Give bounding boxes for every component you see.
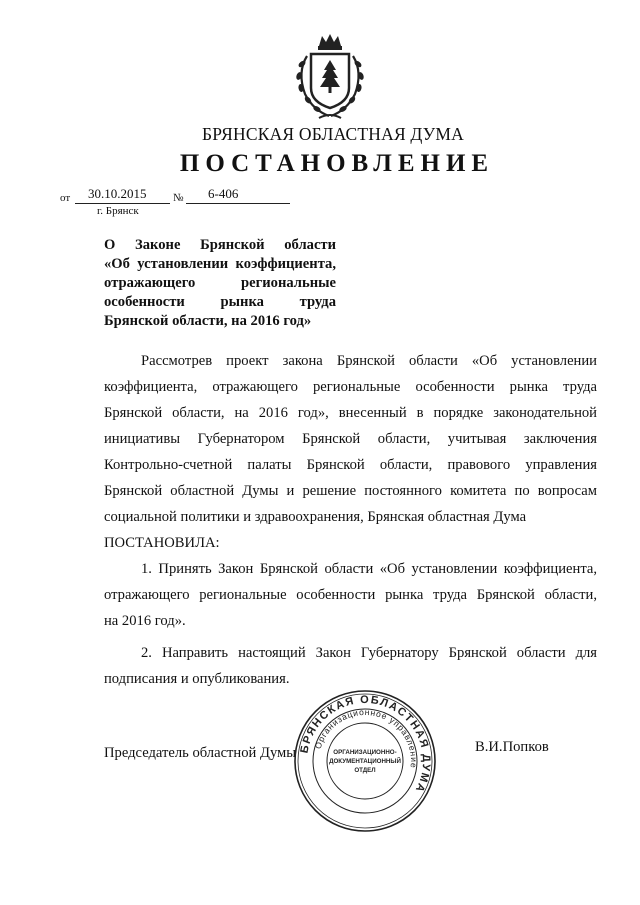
preamble-line: инициативы Губернатором Брянской области, учитывая заключения [104, 431, 597, 447]
item1-line: отражающего региональные особенности рынка труда Брянской области, [104, 587, 597, 603]
number-underline [186, 203, 290, 204]
signatory-name: В.И.Попков [475, 739, 549, 755]
preamble-line: Контрольно-счетной палаты Брянской области, правового управления [104, 457, 597, 473]
law-title-line: отражающего региональные [104, 275, 336, 291]
seal-center-line: ОТДЕЛ [354, 767, 376, 774]
preamble-line: Брянской области, на 2016 год», внесенный в порядке законодательной [104, 405, 597, 421]
city-label: г. Брянск [97, 205, 139, 217]
preamble-line: социальной политики и здравоохранения, Брянская областная Дума [104, 509, 527, 525]
resolution-body [104, 348, 597, 692]
document-type-title: ПОСТАНОВЛЕНИЕ [179, 150, 495, 177]
seal-outer-text: БРЯНСКАЯ ОБЛАСТНАЯ ДУМА [298, 693, 433, 795]
item2-line: 2. Направить настоящий Закон Губернатору Брянской области для [141, 645, 597, 661]
item1-line: на 2016 год». [104, 613, 186, 629]
organization-name: БРЯНСКАЯ ОБЛАСТНАЯ ДУМА [202, 124, 464, 144]
preamble-line: Брянской областной Думы и решение постоянного комитета по вопросам [104, 483, 597, 499]
number-prefix: № [173, 192, 184, 204]
item1-line: 1. Принять Закон Брянской области «Об установлении коэффициента, [141, 561, 597, 577]
law-title-line: «Об установлении коэффициента, [104, 256, 336, 272]
law-title-line: О Законе Брянской области [104, 237, 336, 253]
preamble-line: Рассмотрев проект закона Брянской области «Об установлении [141, 353, 597, 369]
date-prefix: от [60, 192, 71, 204]
date-underline [75, 203, 170, 204]
signatory-position: Председатель областной Думы [104, 745, 297, 761]
document-date: 30.10.2015 [88, 186, 147, 201]
seal-inner-text: Организационное управление [312, 706, 420, 770]
resolved-heading: ПОСТАНОВИЛА: [104, 535, 220, 551]
coat-of-arms-emblem [289, 32, 371, 122]
official-seal-stamp [292, 688, 438, 834]
item2-line: подписания и опубликования. [104, 671, 290, 687]
seal-center-line: ОРГАНИЗАЦИОННО- [333, 749, 397, 756]
law-title-line: особенности рынка труда [104, 294, 336, 310]
seal-center-line: ДОКУМЕНТАЦИОННЫЙ [329, 758, 401, 765]
law-title-line: Брянской области, на 2016 год» [104, 313, 312, 329]
document-number: 6-406 [208, 186, 239, 201]
law-title [104, 236, 336, 331]
preamble-line: коэффициента, отражающего региональные особенности рынка труда [104, 379, 597, 395]
